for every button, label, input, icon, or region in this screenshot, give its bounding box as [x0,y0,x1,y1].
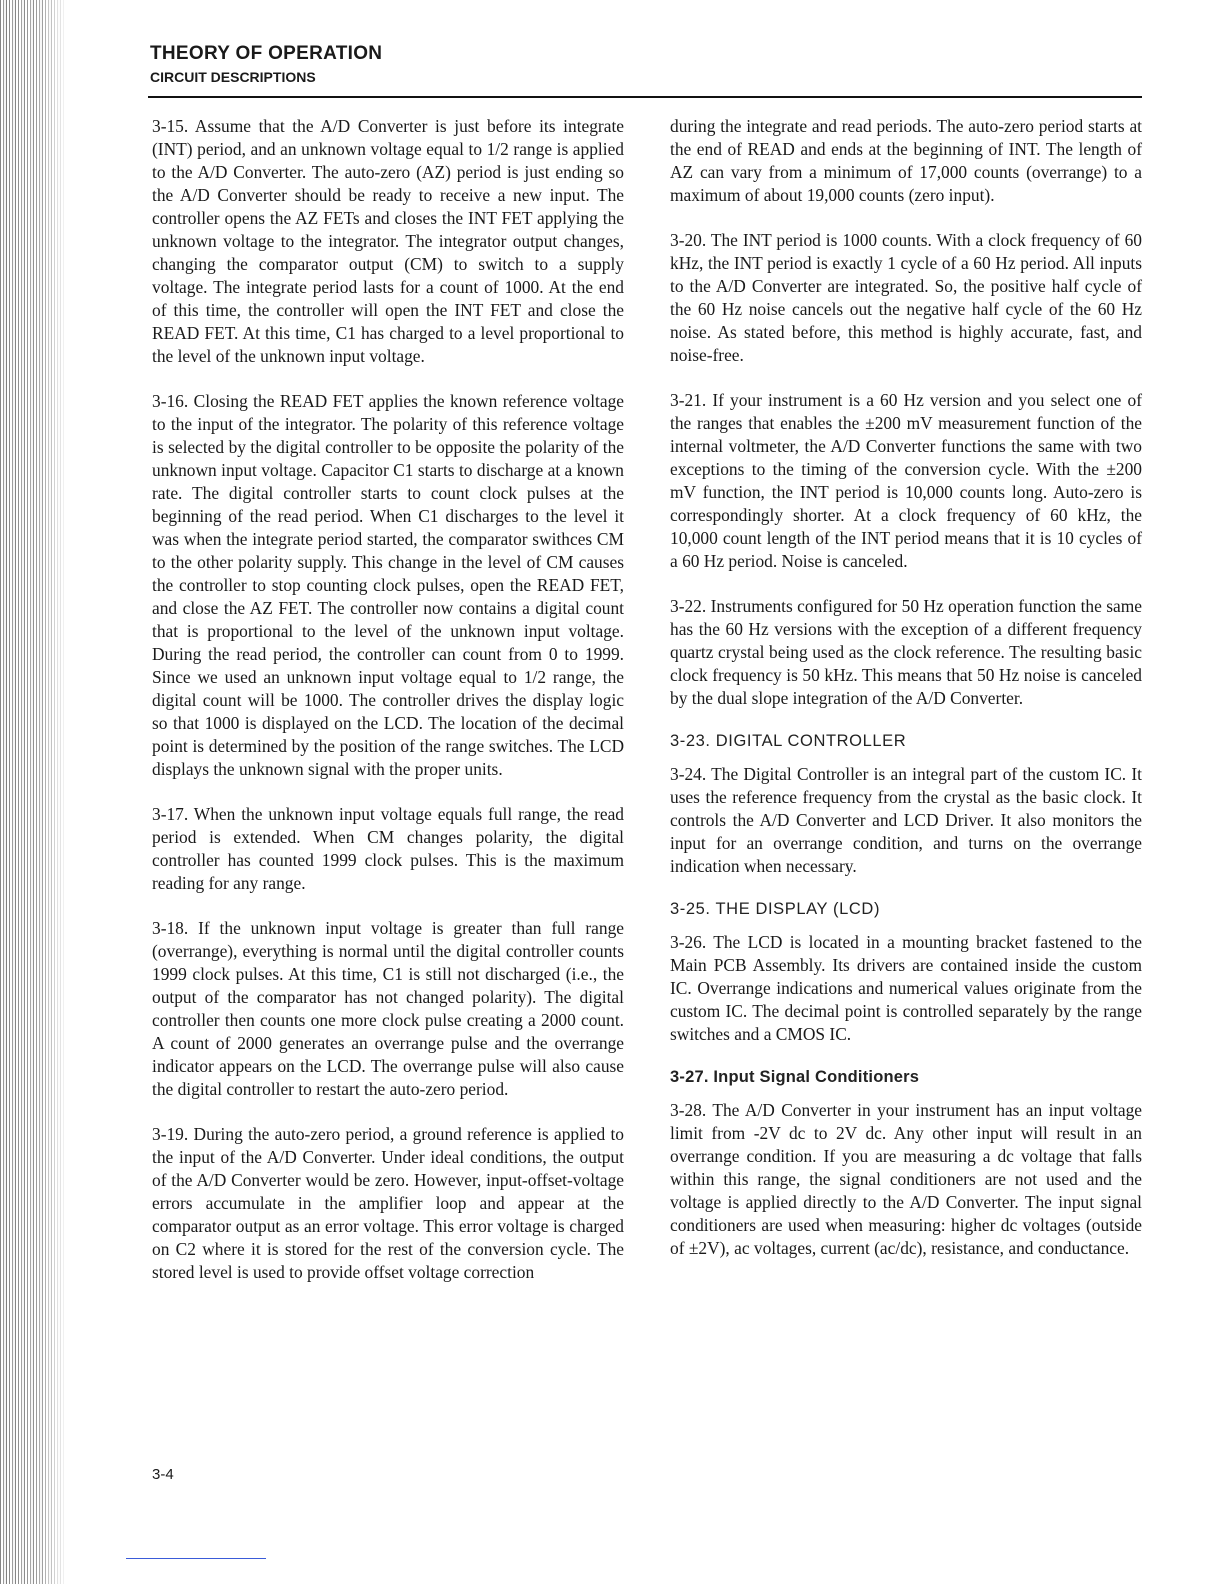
paragraph-3-26: 3-26. The LCD is located in a mounting bracket fastened to the Main PCB Assembly. Its drivers are contained inside the custom IC. Overrange indications and numerical values originate from the custom IC. The decimal point is controlled separately by the range switches and a CMOS IC. [670,932,1142,1044]
heading-input-signal-conditioners: 3-27. Input Signal Conditioners [670,1068,920,1086]
paragraph-3-17: 3-17. When the unknown input voltage equals full range, the read period is extended. When CM changes polarity, the digital controller has counted 1999 clock pulses. This is the maximum reading for any range. [152,804,624,893]
section-subtitle: CIRCUIT DESCRIPTIONS [150,69,316,85]
paragraph-3-19: 3-19. During the auto-zero period, a ground reference is applied to the input of the A/D Converter. Under ideal conditions, the output of the A/D Converter would be zero. However, input-offset-voltage errors accumulate in the amplifier loop and appear at the comparator output as an error voltage. This error voltage is charged on C2 where it is stored for the rest of the conversion cycle. The stored level is used to provide offset voltage correction [152,1124,624,1282]
paragraph-3-19-continued: during the integrate and read periods. The auto-zero period starts at the end of READ and ends at the beginning of INT. The length of AZ can vary from a minimum of 17,000 counts (overrange) to a maximum of about 19,000 counts (zero input). [670,116,1142,205]
footer-line [126,1558,266,1559]
paragraph-3-21: 3-21. If your instrument is a 60 Hz version and you select one of the ranges that enables the ±200 mV measurement function of the internal voltmeter, the A/D Converter functions the same with two exceptions to the timing of the conversion cycle. With the ±200 mV function, the INT period is 10,000 counts long. Auto-zero is correspondingly shorter. At a clock frequency of 60 kHz, the 10,000 count length of the INT period means that it is 10 cycles of a 60 Hz period. Noise is canceled. [670,390,1142,571]
paragraph-3-16: 3-16. Closing the READ FET applies the known reference voltage to the input of the integrator. The polarity of this reference voltage is selected by the digital controller to be opposite the polarity of the unknown input voltage. Capacitor C1 starts to discharge at a known rate. The digital controller starts to count clock pulses at the beginning of the read period. When C1 discharges to the level it was when the integrate period started, the comparator swithces CM to the other polarity supply. This change in the level of CM causes the controller to stop counting clock pulses, open the READ FET, and close the AZ FET. The controller now contains a digital count that is proportional to the level of the unknown input voltage. During the read period, the controller can count from 0 to 1999. Since we used an unknown input voltage equal to 1/2 range, the digital count will be 1000. The controller drives the display logic so that 1000 is displayed on the LCD. The location of the decimal point is determined by the position of the range switches. The LCD displays the unknown signal with the proper units. [152,391,624,779]
paragraph-3-24: 3-24. The Digital Controller is an integral part of the custom IC. It uses the reference frequency from the crystal as the basic clock. It controls the A/D Converter and LCD Driver. It also monitors the input for an overrange condition, and turns on the overrange indication when necessary. [670,764,1142,876]
section-title: THEORY OF OPERATION [150,43,383,64]
heading-display-lcd: 3-25. THE DISPLAY (LCD) [670,900,881,918]
page-number: 3-4 [152,1466,174,1483]
paragraph-3-18: 3-18. If the unknown input voltage is greater than full range (overrange), everything is normal until the digital controller counts 1999 clock pulses. At this time, C1 is still not discharged (i.e., the output of the comparator has not changed polarity). The digital controller then counts one more clock pulse creating a 2000 count. A count of 2000 generates an overrange pulse and the overrange indicator appears on the LCD. The overrange pulse will also cause the digital controller to restart the auto-zero period. [152,918,624,1099]
header-rule [148,96,1142,98]
paragraph-3-28: 3-28. The A/D Converter in your instrument has an input voltage limit from -2V dc to 2V dc. Any other input will result in an overrange condition. If you are measuring a dc voltage that falls within this range, the signal conditioners are not used and the voltage is applied directly to the A/D Converter. The input signal conditioners are used when measuring: higher dc voltages (outside of ±2V), ac voltages, current (ac/dc), resistance, and conductance. [670,1100,1142,1258]
paragraph-3-15: 3-15. Assume that the A/D Converter is just before its integrate (INT) period, and an unknown voltage equal to 1/2 range is applied to the A/D Converter. The auto-zero (AZ) period is just ending so the A/D Converter should be ready to receive a new input. The controller opens the AZ FETs and closes the INT FET applying the unknown voltage to the integrator. The integrator output changes, changing the comparator output (CM) to switch to a supply voltage. The integrate period lasts for a count of 1000. At the end of this time, the controller will open the INT FET and close the READ FET. At this time, C1 has charged to a level proportional to the level of the unknown input voltage. [152,116,624,366]
left-column [152,115,624,1306]
right-column [670,115,1142,1282]
paragraph-3-22: 3-22. Instruments configured for 50 Hz operation function the same has the 60 Hz versions with the exception of a different frequency quartz crystal being used as the clock reference. The resulting basic clock frequency is 50 kHz. This means that 50 Hz noise is canceled by the dual slope integration of the A/D Converter. [670,596,1142,708]
paragraph-3-20: 3-20. The INT period is 1000 counts. With a clock frequency of 60 kHz, the INT period is exactly 1 cycle of a 60 Hz period. All inputs to the A/D Converter are integrated. So, the positive half cycle of the 60 Hz noise cancels out the negative half cycle of the 60 Hz noise. As stated before, this method is highly accurate, fast, and noise-free. [670,230,1142,365]
heading-digital-controller: 3-23. DIGITAL CONTROLLER [670,732,907,750]
page-header [150,43,382,85]
scan-binding-edge [0,0,66,1584]
